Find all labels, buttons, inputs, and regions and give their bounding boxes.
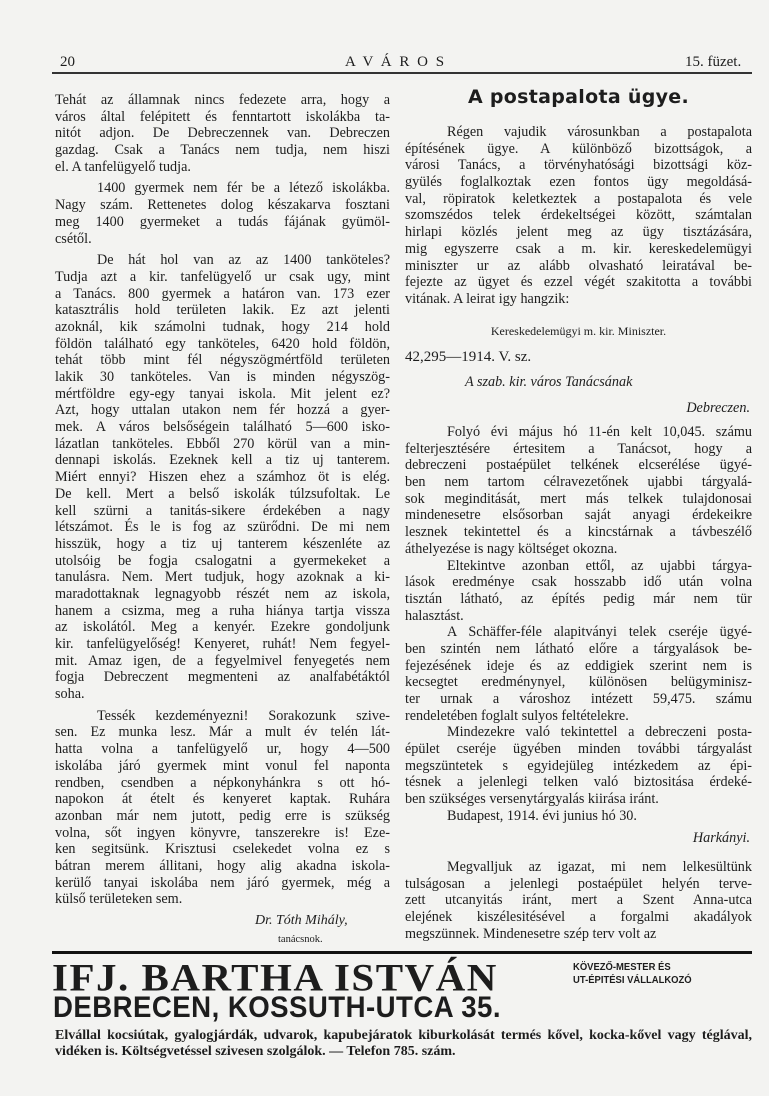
text-line: Budapest, 1914. évi junius hó 30. (447, 807, 637, 824)
signature-name: Dr. Tóth Mihály, (255, 913, 348, 928)
article-intro (405, 124, 752, 308)
text-line: De kell. Mert a belső iskolák túlzsufoltak. Le (55, 485, 390, 502)
text-line: létszámot. És le is fog az szürődni. De mi nem (55, 519, 390, 536)
text-line: bátran merem állitani, hogy alig akadna iskola- (55, 857, 390, 874)
text-line: dennapi iskolás. Ezeknek kell a tiz uj tanterem. (55, 452, 390, 469)
text-line: mig egyszerre csak a m. kir. kereskedelemügyi (405, 240, 752, 257)
text-line: el. A tanfelügyelő tudja. (55, 158, 191, 175)
text-line: sok meginditását, mert más telkek tulajdonosai (405, 490, 752, 507)
header-rule (52, 72, 752, 74)
text-line: Folyó évi május hó 11-én kelt 10,045. számu (447, 424, 752, 440)
text-line: gyülés foglalkoztak ezen fontos ügy megoldásá- (405, 174, 752, 191)
text-line: mértföldre egy-egy tanyai iskola. Mit jelent ez? (55, 385, 390, 402)
text-line: hanem a csizma, meg a ruha hiánya tartja vissza (55, 602, 390, 619)
text-line: lesznek tekintettel és a kincstárnak a távbeszélő (405, 524, 752, 541)
text-line: Régen vajudik városunkban a postapalota (447, 124, 752, 140)
text-line: miniszter ur az alább olvasható leiratával be- (405, 257, 752, 274)
text-line: zett utcanyitás iránt, mert a Szent Anna-utca (405, 892, 752, 909)
text-line: ben szintén nem látható előre a tárgyalások be- (405, 640, 752, 657)
text-line: lakik 30 tanköteles. Van is minden négyszög- (55, 369, 390, 385)
text-line: vitának. A leirat igy hangzik: (405, 290, 570, 307)
text-line: De hát hol van az az 1400 tanköteles? (97, 252, 390, 269)
text-line: iskolába járó gyermek mint vonul fel naponta (55, 757, 390, 774)
text-line: debreczeni postaépület telkének elcserélése ügyé- (405, 457, 752, 474)
ad-name: IFJ. BARTHA ISTVÁN (52, 955, 498, 999)
text-line: maradottaknak legnagyobb részét nem az iskola, (55, 585, 390, 602)
text-line: Nagy szám. Rettenetes dolog készakarva fosztani (55, 197, 390, 214)
ad-description: Elvállal kocsiútak, gyalogjárdák, udvarok, kapubejáratok kiburkolását termés kővel, kocka-kővel vagy téglával, vidéken is. Költségvetéssel szivesen szolgálok. — Telefon 785. szám. (55, 1028, 752, 1059)
text-line: városi Tanács, a törvényhatósági bizottsági köz- (405, 157, 752, 174)
journal-title: A V Á R O S (345, 54, 447, 70)
text-line: katasztrális hold területen lakik. Ez azt jelenti (55, 302, 390, 319)
text-line: A Schäffer-féle alapitványi telek cseréje ügyé- (447, 624, 752, 641)
text-line: gazdag. Csak a Tanács nem tudja, nem hiszi (55, 142, 390, 159)
text-line: azoknál, kik számolni tudnak, hogy 214 hold (55, 318, 390, 335)
text-line: ben nem tartom célravezetőnek ujabbi tárgyalá- (405, 474, 752, 491)
text-line: ken segitsünk. Krisztusi cselekedet volna ez s (55, 841, 390, 858)
text-line: volna, sőt ingyen könyvre, tanszerekre is! Eze- (55, 824, 390, 841)
page-number: 20 (60, 54, 75, 70)
text-line: szomszédos telek érdekeltségei között, számtalan (405, 207, 752, 224)
text-line: Eltekintve azonban ettől, az ujabbi tárgya- (447, 557, 752, 574)
text-line: a Tanács. 800 gyermek a határon van. 173 ezer (55, 285, 390, 302)
text-line: megszünnek. Mindenesetre szép terv volt az (405, 925, 657, 942)
letter-reference: 42,295—1914. V. sz. (405, 349, 532, 365)
text-line: elejének kiszélesitésével a forgalmi akadályok (405, 909, 752, 926)
left-column-article (55, 92, 390, 908)
letter-city: Debreczen. (686, 400, 750, 416)
letter-addressee: A szab. kir. város Tanácsának (465, 374, 633, 390)
text-line: fejezte az ügyet és ezzel végét szakitotta a további (405, 274, 752, 291)
text-line: csétől. (55, 230, 92, 247)
text-line: tanulásra. Nem. Mert tudjuk, hogy azoknak a ki- (55, 569, 390, 586)
text-line: tésnek a jelenlegi telken való biztositása érdeké- (405, 774, 752, 791)
text-line: halasztást. (405, 607, 464, 624)
text-line: áthelyezése is nagy költséget okozna. (405, 540, 618, 557)
text-line: építésének ügye. A különböző bizottságok, a (405, 140, 752, 157)
text-line: mek. A város belsőségein található 5—600 isko- (55, 419, 390, 436)
text-line: kecsegtet eredménynyel, különösen belügyminisz- (405, 674, 752, 691)
text-line: az iskolától. Meg a kenyér. Ezekre gondoljunk (55, 619, 390, 636)
text-line: város által felépitett és fenntartott iskolákba ta- (55, 108, 390, 125)
text-line: fejezésének ideje és az eddigiek szerint nem is (405, 657, 752, 674)
text-line: megszüntetek s egyidejüleg intézkedem az épi- (405, 757, 752, 774)
text-line: fogja Debreczent megmenteni az analfabétáktól (55, 669, 390, 686)
text-line: rendben, csendben a népkonyhánkra s ott hó- (55, 774, 390, 791)
text-line: nitót adjon. De Debreczennek van. Debreczen (55, 125, 390, 142)
text-line: hirlapi közlés jelent meg az ügy tisztázására, (405, 224, 752, 241)
text-line: Megvalljuk az igazat, mi nem lelkesültünk (447, 859, 752, 875)
text-line: földön található egy tanköteles, 6420 hold földön, (55, 335, 390, 352)
letter-signature: Harkányi. (692, 830, 750, 846)
text-line: lázatlan tanköteles. Ebből 270 körül van a min- (55, 435, 390, 452)
text-line: soha. (55, 686, 85, 703)
text-line: Miért ennyi? Hiszen ehez a számhoz öt is elég. (55, 469, 390, 486)
ad-rule (52, 951, 752, 954)
text-line: hatta volna a tanfelügyelő ur, hogy 4—500 (55, 741, 390, 758)
text-line: azonban már nem jutott, pedig erre is szükség (55, 807, 390, 824)
text-line: meg 1400 gyermeket a tudás fájának gyümöl- (55, 213, 390, 230)
text-line: ben szükséges versenytárgyalás kiirása iránt. (405, 791, 659, 808)
text-line: tulságosan a jelenlegi postaépület helyén terve- (405, 875, 752, 892)
ad-trade-line2: UT-ÉPITÉSI VÁLLALKOZÓ (573, 974, 692, 986)
text-line: kerülő tanyai iskolába nem járó gyermek, még a (55, 874, 390, 891)
ad-trade (573, 961, 692, 987)
text-line: hisszük, hogy a tiz uj tanterem készenléte az (55, 535, 390, 552)
letter-body (405, 424, 752, 825)
text-line: ter urnak a városhoz intézett 59,475. számu (405, 691, 752, 707)
text-line: 1400 gyermek nem fér be a létező iskolákba. (97, 180, 390, 197)
ad-trade-line1: KÖVEZŐ-MESTER ÉS (573, 961, 671, 973)
text-line: Tessék kezdeményezni! Sorakozunk szive- (97, 707, 390, 724)
text-line: rendeletében foglalt sulyos feltételekre. (405, 707, 629, 724)
ad-address: DEBRECEN, KOSSUTH-UTCA 35. (53, 991, 501, 1024)
text-line: felterjesztésére értesitem a Tanácsot, hogy a (405, 440, 752, 457)
text-line: Tehát az államnak nincs fedezete arra, hogy a (55, 92, 390, 108)
text-line: Mindezekre való tekintettel a debreczeni posta- (447, 724, 752, 741)
text-line: mit. Amaz igen, de a fegyelmivel fenyegetés nem (55, 652, 390, 669)
article-closing (405, 859, 752, 942)
issue-number: 15. füzet. (685, 54, 742, 70)
text-line: Azt, hogy uttalan utakon nem fér hozzá a gyer- (55, 402, 390, 419)
text-line: sen. Ez munka lesz. Már a mult év telén lát- (55, 724, 390, 741)
text-line: lások eredménye csak hosszabb idő után volna (405, 574, 752, 591)
text-line: tisztán látható, az építés pedig már nem tür (405, 590, 752, 607)
letter-head: Kereskedelemügyi m. kir. Miniszter. (490, 324, 667, 338)
text-line: utolsóig be fogja csalogatni a gyermekeket a (55, 552, 390, 569)
text-line: tehát több mint fél négyszögmértföld területen (55, 352, 390, 369)
signature-title: tanácsnok. (278, 934, 323, 945)
text-line: Tudja azt a kir. tanfelügyelő ur csak ugy, mint (55, 268, 390, 285)
text-line: napokon át ételt és kenyeret kaptak. Ruhára (55, 791, 390, 808)
text-line: külső területeken sem. (55, 891, 183, 908)
text-line: mindenesetre elsősorban saját anyagi érdekeikre (405, 507, 752, 524)
text-line: kir. tanfelügyelőség! Kenyeret, ruhát! Nem fegyel- (55, 636, 390, 652)
article-title: A postapalota ügye. (467, 86, 689, 108)
text-line: épület cseréje ügyében minden további tárgyalást (405, 741, 752, 758)
text-line: val, röpiratok keletkeztek a postapalota és vele (405, 190, 752, 207)
text-line: kell szürni a tanitás-sikere érdekében a nagy (55, 502, 390, 519)
